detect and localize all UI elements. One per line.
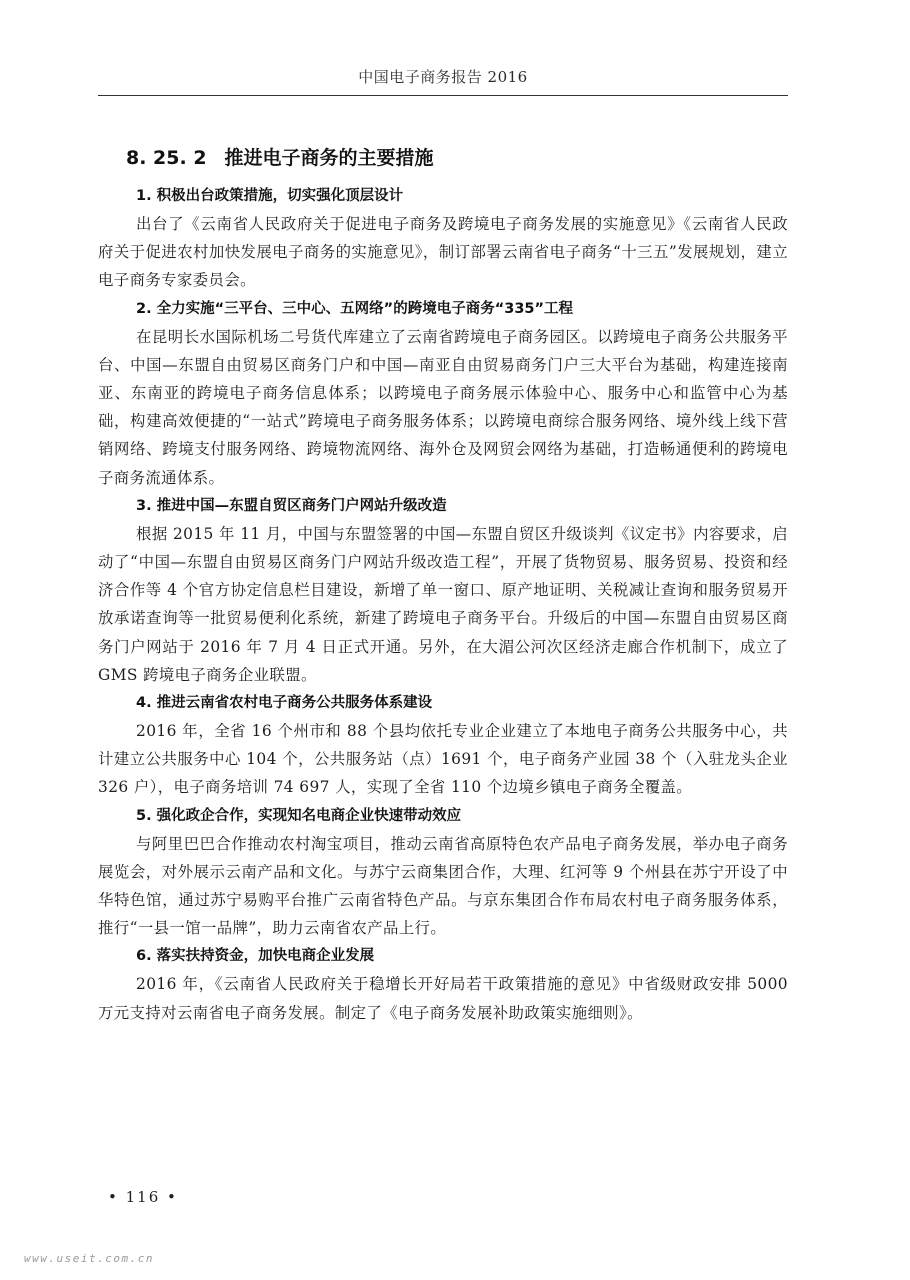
section-number: 8. 25. 2 (126, 147, 207, 169)
measure-heading: 1. 积极出台政策措施，切实强化顶层设计 (136, 188, 404, 204)
page-content (98, 142, 788, 1027)
page-number: • 116 • (108, 1188, 178, 1206)
measure-heading: 5. 强化政企合作，实现知名电商企业快速带动效应 (136, 807, 462, 824)
measure-item-3 (98, 492, 788, 689)
measure-item-6 (98, 942, 788, 1026)
measure-item-5 (98, 802, 788, 943)
measure-heading: 4. 推进云南省农村电子商务公共服务体系建设 (136, 695, 433, 712)
watermark: www.useit.com.cn (24, 1252, 154, 1265)
measure-item-2 (98, 295, 788, 492)
measure-body: 根据 2015 年 11 月，中国与东盟签署的中国—东盟自贸区升级谈判《议定书》内容要求，启动了“中国—东盟自由贸易区商务门户网站升级改造工程”，开展了货物贸易、服务贸易、投资和经济合作等 4 个官方协定信息栏目建设，新增了单一窗口、原产地证明、关税减让查询和服务贸易开放承诺查询等一批贸易便利化系统，新建了跨境电子商务平台。升级后的中国—东盟自由贸易区商务门户网站于 2016 年 7 月 4 日正式开通。另外，在大湄公河次区经济走廊合作机制下，成立了 GMS 跨境电子商务企业联盟。 (98, 524, 788, 684)
measure-heading: 2. 全力实施“三平台、三中心、五网络”的跨境电子商务“335”工程 (136, 300, 574, 317)
measure-body: 与阿里巴巴合作推动农村淘宝项目，推动云南省高原特色农产品电子商务发展，举办电子商务展览会，对外展示云南产品和文化。与苏宁云商集团合作，大理、红河等 9 个州县在苏宁开设了中华特色馆，通过苏宁易购平台推广云南省特色产品。与京东集团合作布局农村电子商务服务体系，推行“一县一馆一品牌”，助力云南省农产品上行。 (98, 834, 788, 938)
section-title: 推进电子商务的主要措施 (224, 147, 434, 169)
measure-item-4 (98, 689, 788, 802)
measure-heading: 6. 落实扶持资金，加快电商企业发展 (136, 948, 375, 965)
measure-body: 在昆明长水国际机场二号货代库建立了云南省跨境电子商务园区。以跨境电子商务公共服务平台、中国—东盟自由贸易区商务门户和中国—南亚自由贸易商务门户三大平台为基础，构建连接南亚、东南亚的跨境电子商务信息体系；以跨境电子商务展示体验中心、服务中心和监管中心为基础，构建高效便捷的“一站式”跨境电子商务服务体系；以跨境电商综合服务网络、境外线上线下营销网络、跨境支付服务网络、跨境物流网络、海外仓及网贸会网络为基础，打造畅通便利的跨境电子商务流通体系。 (98, 327, 788, 487)
running-header: 中国电子商务报告 2016 (358, 68, 528, 86)
header-rule (98, 95, 788, 96)
measure-item-1 (98, 182, 788, 295)
section-heading (126, 142, 788, 182)
measure-heading: 3. 推进中国—东盟自贸区商务门户网站升级改造 (136, 497, 447, 514)
measure-body: 2016 年，全省 16 个州市和 88 个县均依托专业企业建立了本地电子商务公共服务中心，共计建立公共服务中心 104 个，公共服务站（点）1691 个，电子商务产业园 38 个（入驻龙头企业 326 户），电子商务培训 74 697 人，实现了全省 110 个边境乡镇电子商务全覆盖。 (98, 722, 788, 797)
measure-body: 出台了《云南省人民政府关于促进电子商务及跨境电子商务发展的实施意见》《云南省人民政府关于促进农村加快发展电子商务的实施意见》，制订部署云南省电子商务“十三五”发展规划，建立电子商务专家委员会。 (98, 215, 788, 290)
measure-body: 2016 年，《云南省人民政府关于稳增长开好局若干政策措施的意见》中省级财政安排 5000 万元支持对云南省电子商务发展。制定了《电子商务发展补助政策实施细则》。 (98, 975, 788, 1022)
